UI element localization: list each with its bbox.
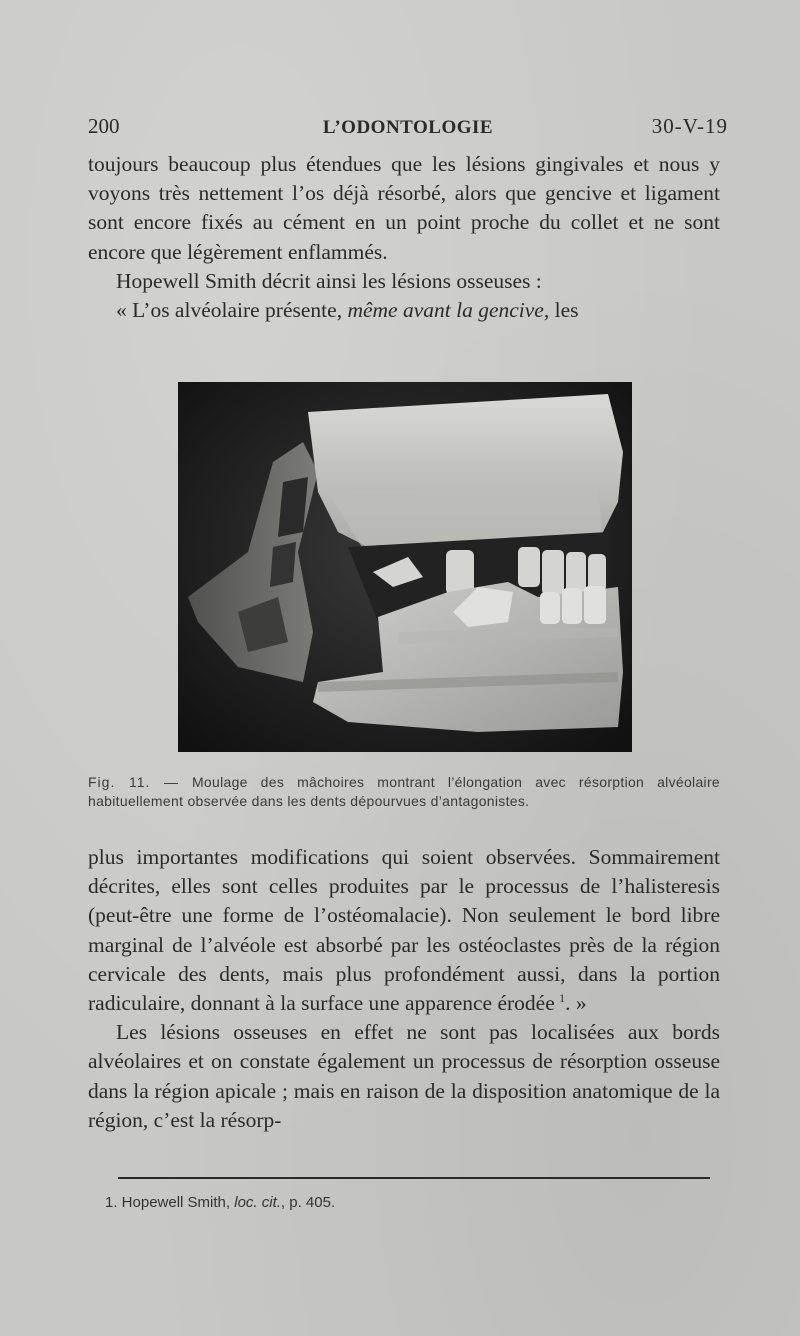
paragraph-quote-continuation	[88, 843, 720, 1018]
paragraph-continuation: toujours beaucoup plus étendues que les lésions gingivales et nous y voyons très nettement l’os déjà résorbé, alors que gencive et ligament sont encore fixés au cément en un point proche du collet et ne sont encore que légèrement enflammés.	[88, 152, 720, 264]
dental-jaw-cast-photo-icon	[178, 382, 632, 752]
footnote-page: , p. 405.	[280, 1194, 336, 1211]
paragraph-bone-lesions: Les lésions osseuses en effet ne sont pas localisées aux bords alvéolaires et on constate également un processus de résorption osseuse dans la région apicale ; mais en raison de la disposition anatomique de la région, c’est la résorp-	[88, 1020, 720, 1132]
quote-continuation-text: plus importantes modifications qui soient observées. Sommairement décrites, elles sont celles produites par le processus de l’halisteresis (peut-être une forme de l’ostéomalacie). Non seulement le bord libre marginal de l’alvéole est absorbé par les ostéoclastes près de la région cervicale des dents, mais plus profondément aussi, dans la portion radiculaire, donnant à la surface une apparence érodée	[88, 845, 720, 1016]
footnote-reference-italic: loc. cit.	[234, 1194, 281, 1211]
issue-date: 30-V-19	[651, 114, 728, 138]
footnote	[105, 1193, 705, 1213]
quote-closing: . »	[565, 991, 587, 1016]
caption-label: Fig. 11. —	[88, 774, 180, 790]
figure-caption	[88, 773, 720, 811]
footnote-author: Hopewell Smith,	[117, 1194, 235, 1211]
page-number: 200	[88, 114, 120, 138]
text-block-bottom	[88, 843, 720, 1135]
quote-end-text: les	[549, 298, 579, 323]
footnote-reference: 1	[559, 990, 566, 1005]
figure-jaw-cast-photo	[178, 382, 632, 752]
caption-text: Moulage des mâchoires montrant l’élongation avec résorption alvéolaire habituellement observée dans les dents dépourvues d’antagonistes.	[88, 774, 720, 809]
footnote-divider	[118, 1177, 710, 1179]
running-head	[88, 114, 728, 144]
paragraph-quote-start	[88, 296, 720, 325]
journal-title: L’ODONTOLOGIE	[322, 117, 494, 138]
text-block-top	[88, 150, 720, 325]
paragraph-hopewell-intro: Hopewell Smith décrit ainsi les lésions osseuses :	[116, 268, 542, 293]
quote-italic-text: même avant la gencive,	[347, 298, 550, 323]
quote-start-text: « L’os alvéolaire présente,	[116, 298, 348, 323]
footnote-number: 1.	[105, 1194, 118, 1211]
